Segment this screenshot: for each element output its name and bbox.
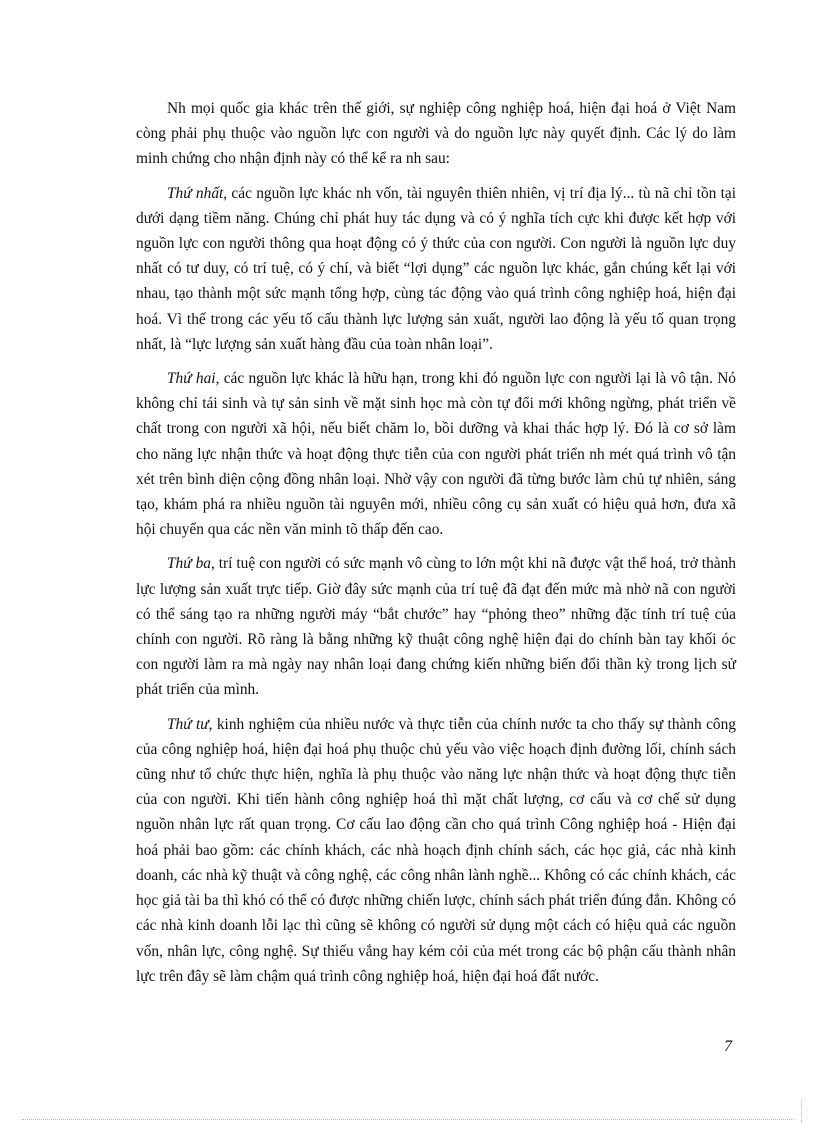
paragraph-lead: Thứ nhất bbox=[167, 184, 224, 202]
page-bottom-border bbox=[22, 1119, 794, 1120]
paragraph-fourth-point bbox=[136, 712, 736, 989]
page-corner-border bbox=[801, 1100, 802, 1123]
paragraph-third-point bbox=[136, 551, 736, 702]
page-number: 7 bbox=[724, 1038, 732, 1055]
paragraph-text: Nh mọi quốc gia khác trên thế giới, sự nghiệp công nghiệp hoá, hiện đại hoá ở Việt Nam còng phải phụ thuộc vào nguồn lực con người và do nguồn lực này quyết định. Các lý do làm minh chứng cho nhận định này có thể kể ra nh sau: bbox=[136, 100, 736, 168]
paragraph-text: , kinh nghiệm của nhiều nước và thực tiễn của chính nước ta cho thấy sự thành công của công nghiệp hoá, hiện đại hoá phụ thuộc chủ yếu vào việc hoạch định đường lối, chính sách cũng như tổ chức thực hiện, nghĩa là phụ thuộc vào năng lực nhận thức và hoạt động thực tiễn của con người. Khi tiến hành công nghiệp hoá thì mặt chất lượng, cơ cấu và cơ chế sử dụng nguồn nhân lực rất quan trọng. Cơ cấu lao động cần cho quá trình Công nghiệp hoá - Hiện đại hoá phải bao gồm: các chính khách, các nhà hoạch định chính sách, các học giả, các nhà kinh doanh, các nhà kỹ thuật và công nghệ, các công nhân lành nghề... Không có các chính khách, các học giả tài ba thì khó có thể có được những chiến lược, chính sách phát triển đúng đắn. Không có các nhà kinh doanh lỗi lạc thì cũng sẽ không có người sử dụng một cách có hiệu quả các nguồn vốn, nhân lực, công nghệ. Sự thiếu vắng hay kém cỏi của mét trong các bộ phận cấu thành nhân lực trên đây sẽ làm chậm quá trình công nghiệp hoá, hiện đại hoá đất nước. bbox=[136, 715, 736, 985]
paragraph-lead: Thứ ba bbox=[167, 555, 211, 573]
paragraph-second-point bbox=[136, 366, 736, 542]
paragraph-intro bbox=[136, 96, 736, 172]
paragraph-text: , các nguồn lực khác nh vốn, tài nguyên thiên nhiên, vị trí địa lý... tù nã chỉ tồn tại dưới dạng tiềm năng. Chúng chỉ phát huy tác dụng và có ý nghĩa tích cực khi được kết hợp với nguồn lực con người thông qua hoạt động có ý thức của con người. Con người là nguồn lực duy nhất có tư duy, có trí tuệ, có ý chí, và biết “lợi dụng” các nguồn lực khác, gắn chúng kết lại với nhau, tạo thành một sức mạnh tổng hợp, cùng tác động vào quá trình công nghiệp hoá, hiện đại hoá. Vì thế trong các yếu tố cấu thành lực lượng sản xuất, người lao động là yếu tố quan trọng nhất, là “lực lượng sản xuất hàng đầu của toàn nhân loại”. bbox=[136, 184, 737, 353]
paragraph-lead: Thứ hai bbox=[167, 370, 216, 388]
paragraph-text: , các nguồn lực khác là hữu hạn, trong khi đó nguồn lực con người lại là vô tận. Nó không chỉ tái sinh và tự sản sinh về mặt sinh học mà còn tự đổi mới không ngừng, phát triển về chất trong con người xã hội, nếu biết chăm lo, bồi dưỡng và khai thác hợp lý. Đó là cơ sở làm cho năng lực nhận thức và hoạt động thực tiễn của con người phát triển nh mét quá trình vô tận xét trên bình diện cộng đồng nhân loại. Nhờ vậy con người đã từng bước làm chủ tự nhiên, sáng tạo, khám phá ra nhiều nguồn tài nguyên mới, nhiều công cụ sản xuất có hiệu quả hơn, đưa xã hội chuyển qua các nền văn minh tõ thấp đến cao. bbox=[136, 370, 737, 539]
paragraph-text: , trí tuệ con người có sức mạnh vô cùng to lớn một khi nã được vật thể hoá, trở thành lực lượng sản xuất trực tiếp. Giờ đây sức mạnh của trí tuệ đã đạt đến mức mà nhờ nã con người có thể sáng tạo ra những người máy “bắt chước” hay “phỏng theo” những đặc tính trí tuệ của chính con người. Rõ ràng là bằng những kỹ thuật công nghệ hiện đại do chính bàn tay khối óc con người làm ra mà ngày nay nhân loại đang chứng kiến những biến đổi thần kỳ trong lịch sử phát triển của mình. bbox=[136, 555, 736, 699]
paragraph-first-point bbox=[136, 181, 736, 357]
body-text bbox=[136, 96, 736, 998]
paragraph-lead: Thứ tư bbox=[167, 715, 209, 733]
